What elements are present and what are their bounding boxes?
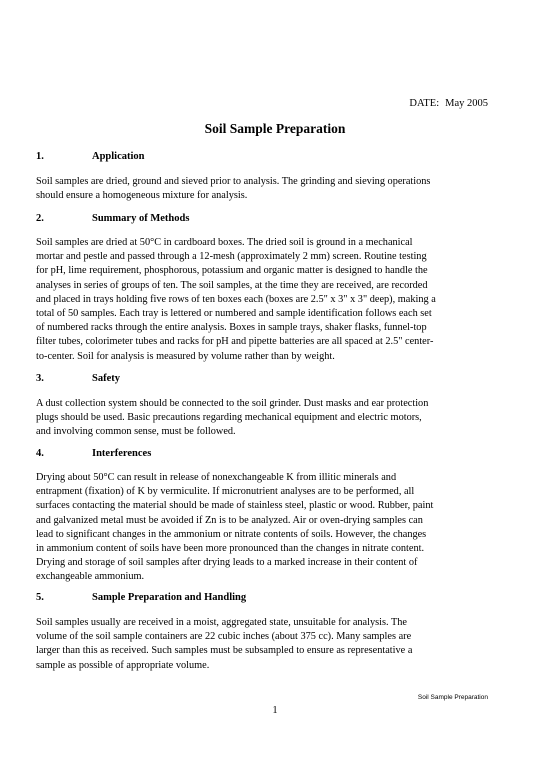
body-line: larger than this as received. Such samples must be subsampled to ensure as representative a (36, 645, 413, 657)
body-line: lead to significant changes in the ammonium or nitrate contents of soils. However, the changes (36, 528, 427, 540)
section-title: Safety (92, 373, 120, 384)
section-title: Sample Preparation and Handling (92, 592, 247, 603)
section-number: 4. (36, 448, 44, 459)
body-line: Drying about 50°C can result in release of nonexchangeable K from illitic minerals and (36, 472, 397, 483)
body-line: mortar and pestle and passed through a 12-mesh (approximately 2 mm) screen. Routine testing (36, 251, 427, 263)
date-line (409, 98, 488, 109)
page-number: 1 (272, 705, 278, 716)
section-heading-sample-preparation (36, 592, 246, 603)
body-line: Soil samples are dried at 50°C in cardboard boxes. The dried soil is ground in a mechanical (36, 237, 413, 248)
section-title: Application (92, 151, 145, 162)
body-line: Drying and storage of soil samples after drying leads to a marked increase in their content of (36, 557, 418, 569)
body-line: A dust collection system should be connected to the soil grinder. Dust masks and ear protection (36, 398, 429, 409)
body-line: should ensure a homogeneous mixture for analysis. (36, 190, 248, 202)
body-line: for pH, lime requirement, phosphorous, potassium and organic matter is designed to handle the (36, 265, 428, 277)
body-line: and placed in trays holding five rows of ten boxes each (boxes are 2.5" x 3" x 3" deep), making a (36, 293, 436, 305)
body-line: sample as possible of appropriate volume. (36, 659, 210, 671)
body-line: total of 50 samples. Each tray is lettered or numbered and sample identification follows each set (36, 308, 432, 320)
page-title: Soil Sample Preparation (204, 121, 346, 136)
body-line: analyses in series of groups of ten. The soil samples, at the time they are received, are recorded (36, 279, 428, 291)
section-number: 5. (36, 592, 44, 603)
body-line: volume of the soil sample containers are 22 cubic inches (about 375 cc). Many samples are (36, 631, 412, 643)
section-number: 2. (36, 213, 44, 224)
section-body-interferences (36, 471, 486, 585)
footer-note: Soil Sample Preparation (417, 694, 488, 701)
section-heading-safety (36, 373, 120, 384)
section-body-summary-of-methods (36, 236, 486, 364)
section-heading-summary-of-methods (36, 213, 189, 224)
section-body-safety (36, 397, 486, 440)
body-line: of numbered racks through the entire analysis. Boxes in sample trays, shaker flasks, funnel-top (36, 322, 427, 334)
body-line: Soil samples usually are received in a moist, aggregated state, unsuitable for analysis. The (36, 617, 407, 628)
body-line: in ammonium content of soils have been more pronounced than the changes in nitrate content. (36, 543, 425, 555)
body-line: Soil samples are dried, ground and sieved prior to analysis. The grinding and sieving operations (36, 176, 431, 187)
section-number: 1. (36, 151, 44, 162)
section-body-application (36, 175, 486, 203)
section-number: 3. (36, 373, 44, 384)
section-body-sample-preparation (36, 616, 486, 673)
body-line: and galvanized metal must be avoided if Zn is to be analyzed. Air or oven-drying samples can (36, 514, 423, 526)
section-title: Summary of Methods (92, 213, 190, 224)
section-title: Interferences (92, 448, 152, 459)
body-line: and involving common sense, must be followed. (36, 426, 236, 438)
body-line: to-center. Soil for analysis is measured by volume rather than by weight. (36, 350, 335, 362)
body-line: entrapment (fixation) of K by vermiculite. If micronutrient analyses are to be performed, all (36, 486, 415, 498)
date-value: May 2005 (445, 98, 488, 109)
body-line: filter tubes, colorimeter tubes and racks for pH and pipette batteries are all spaced at 2.5" center- (36, 336, 434, 348)
body-line: plugs should be used. Basic precautions regarding mechanical equipment and electric motors, (36, 412, 422, 424)
section-heading-interferences (36, 448, 151, 459)
body-line: exchangeable ammonium. (36, 571, 145, 583)
body-line: surfaces contacting the material should be made of stainless steel, plastic or wood. Rubber, paint (36, 500, 434, 512)
date-label: DATE: (409, 98, 440, 109)
section-heading-application (36, 151, 145, 162)
